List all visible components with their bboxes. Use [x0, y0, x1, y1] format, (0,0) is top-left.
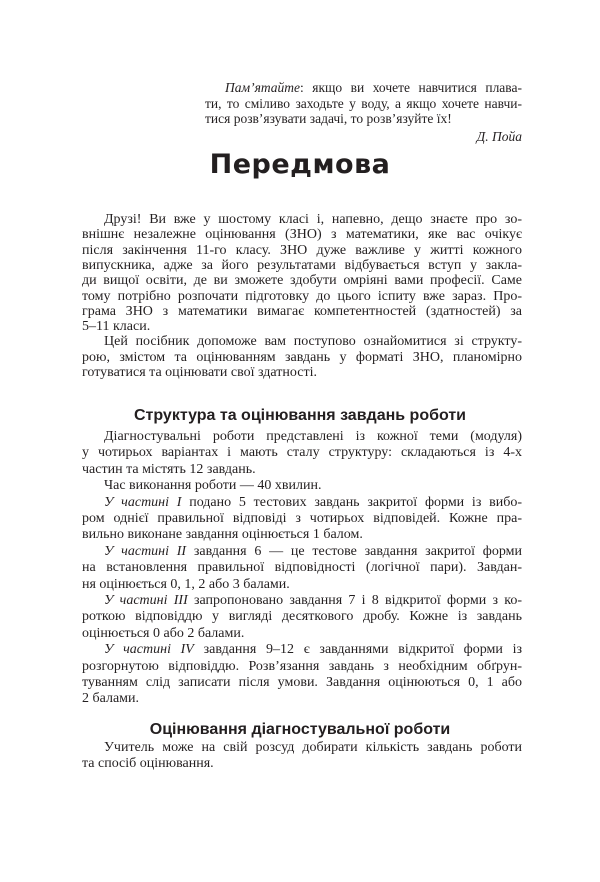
- line-text: випускника, адже за його результатами відбувається вступ у закла-: [82, 257, 522, 273]
- line-text: та спосіб оцінювання.: [82, 756, 214, 772]
- italic-term: У частині II: [104, 543, 187, 559]
- line-text: розгорнутою відповіддю. Розв’язання завдань з необхідним обґрун-: [82, 658, 522, 674]
- line-text: частин та містять 12 завдань.: [82, 461, 256, 477]
- structure-line: [82, 527, 522, 542]
- italic-term: У частині I: [104, 494, 182, 510]
- intro-line: [82, 289, 522, 304]
- line-text: Учитель може на свій розсуд добирати кількість завдань роботи: [104, 740, 522, 755]
- intro-line: [82, 227, 522, 242]
- line-text: внішнє незалежне оцінювання (ЗНО) з математики, яке вас очікує: [82, 227, 522, 243]
- italic-term: Пам’ятайте: [225, 80, 301, 95]
- structure-line: [82, 462, 522, 477]
- page-title: Передмова: [209, 149, 391, 180]
- line-text: грама ЗНО з математики вимагає компетентностей (здатностей) за: [82, 303, 522, 319]
- structure-line: [82, 560, 522, 575]
- italic-term: У частині III: [104, 593, 188, 608]
- line-text: запропоновано завдання 7 і 8 відкритої форми з ко-: [187, 593, 522, 608]
- line-text: ром однієї правильної відповіді з чотирьох відповідей. Кожне пра-: [82, 511, 522, 526]
- structure-line: [82, 642, 522, 657]
- structure-line: [82, 675, 522, 690]
- line-text: Діагностувальні роботи представлені із кожної теми (модуля): [104, 429, 522, 444]
- intro-line: [82, 273, 522, 288]
- structure-line: [82, 478, 522, 493]
- line-text: ня оцінюється 0, 1, 2 або 3 балами.: [82, 576, 290, 592]
- intro-line: [82, 334, 522, 349]
- line-text: рою, змістом та оцінюванням завдань у форматі ЗНО, планомірно: [82, 349, 522, 365]
- intro-line: [82, 350, 522, 365]
- line-text: на встановлення правильної відповідності (логічної пари). Завдан-: [82, 560, 522, 576]
- epigraph-author: Д. Пойа: [476, 129, 522, 144]
- intro-line: [82, 258, 522, 273]
- line-text: Друзі! Ви вже у шостому класі і, напевно, дещо знаєте про зо-: [104, 212, 522, 227]
- line-text: 2 балами.: [82, 691, 140, 707]
- assessment-line: [82, 756, 522, 771]
- structure-line: [82, 691, 522, 706]
- italic-term: У частині IV: [104, 642, 194, 658]
- structure-line: [82, 495, 522, 510]
- line-text: вильно виконане завдання оцінюється 1 балом.: [82, 527, 363, 543]
- structure-line: [82, 577, 522, 592]
- line-text: після закінчення 11-го класу. ЗНО дуже важливе у житті кожного: [82, 242, 522, 258]
- section-heading-assessment: Оцінювання діагностувальної роботи: [149, 721, 451, 738]
- line-text: роткою відповіддю у вигляді десяткового дробу. Кожне із завдань: [82, 609, 522, 625]
- intro-line: [82, 365, 522, 380]
- structure-line: [82, 626, 522, 641]
- line-text: 5–11 класи.: [82, 319, 151, 335]
- line-text: оцінюється 0 або 2 балами.: [82, 625, 245, 641]
- line-text: у чотирьох варіантах і мають сталу структуру: складаються із 4-х: [82, 445, 522, 461]
- line-text: завдання 6 — це тестове завдання закритої форми: [186, 543, 522, 559]
- line-text: тому потрібно розпочати підготовку до цього іспиту вже зараз. Про-: [82, 288, 522, 304]
- intro-line: [82, 212, 522, 227]
- line-text: готуватися та оцінювати свої здатності.: [82, 365, 317, 380]
- line-text: ти, то сміливо заходьте у воду, а якщо хочете навчи-: [205, 95, 522, 111]
- epigraph-line: [205, 96, 522, 111]
- epigraph-line: [205, 80, 522, 95]
- intro-line: [82, 319, 522, 334]
- structure-line: [82, 511, 522, 526]
- line-text: подано 5 тестових завдань закритої форми із вибо-: [181, 494, 523, 510]
- line-text: ди вищої освіти, де ви зможете здобути омріяні вами професії. Саме: [82, 273, 522, 289]
- line-text: завдання 9–12 є завданнями відкритої форми із: [193, 642, 523, 658]
- structure-line: [82, 445, 522, 460]
- structure-line: [82, 659, 522, 674]
- line-text: тися розв’язувати задачі, то розв’язуйте їх!: [205, 111, 452, 126]
- assessment-line: [82, 740, 522, 755]
- line-text: : якщо ви хочете навчитися плава-: [300, 80, 522, 95]
- epigraph-line: [205, 111, 522, 126]
- line-text: туванням слід записати після умови. Завдання оцінюються 0, 1 або: [82, 675, 522, 690]
- intro-line: [82, 304, 522, 319]
- structure-line: [82, 429, 522, 444]
- structure-line: [82, 544, 522, 559]
- structure-line: [82, 609, 522, 624]
- section-heading-structure: Структура та оцінювання завдань роботи: [133, 407, 467, 424]
- line-text: Цей посібник допоможе вам поступово ознайомитися зі структу-: [104, 334, 522, 350]
- structure-line: [82, 593, 522, 608]
- intro-line: [82, 243, 522, 258]
- line-text: Час виконання роботи — 40 хвилин.: [104, 478, 322, 494]
